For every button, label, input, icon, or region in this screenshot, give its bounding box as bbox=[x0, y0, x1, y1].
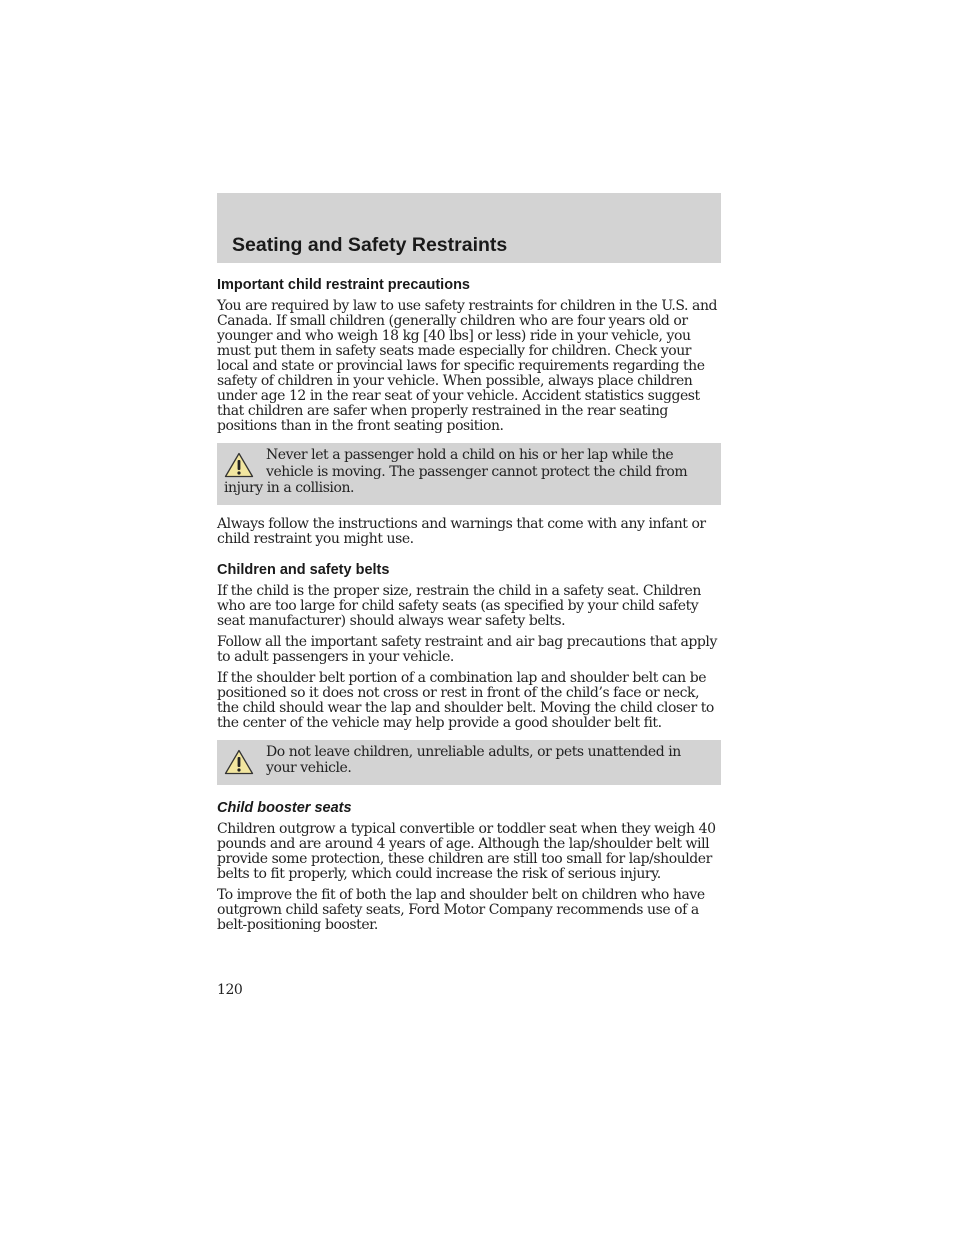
belts-paragraph-3: If the shoulder belt portion of a combination lap and shoulder belt can be positioned so it does not cross or rest in front of the child’s face or neck, the child should wear the lap and shoulder belt. Moving the child closer to the center of the vehicle may help provide a good shoulder belt fit. bbox=[217, 669, 714, 731]
precautions-paragraph-1: You are required by law to use safety restraints for children in the U.S. and Canada. If small children (generally children who are four years old or younger and who weigh 18 kg [40 lbs] or less) ride in your vehicle, you must put them in safety seats made especially for children. Check your local and state or provincial laws for specific requirements regarding the safety of children in your vehicle. When possible, always place children under age 12 in the rear seat of your vehicle. Accident statistics suggest that children are safer when properly restrained in the rear seating positions than in the front seating position. bbox=[217, 298, 718, 434]
page-content bbox=[217, 276, 721, 939]
booster-paragraph-1: Children outgrow a typical convertible or toddler seat when they weigh 40 pounds and are around 4 years of age. Although the lap/shoulder belt will provide some protection, these children are still too small for lap/shoulder belts to fit properly, which could increase the risk of serious injury. bbox=[217, 820, 716, 882]
belts-paragraph-2: Follow all the important safety restraint and air bag precautions that apply to adult passengers in your vehicle. bbox=[217, 633, 717, 665]
precautions-paragraph-2: Always follow the instructions and warnings that come with any infant or child restraint you might use. bbox=[217, 515, 706, 547]
heading-child-booster-seats: Child booster seats bbox=[217, 799, 352, 816]
belts-paragraph-1: If the child is the proper size, restrain the child in a safety seat. Children who are too large for child safety seats (as specified by your child safety seat manufacturer) should always wear safety belts. bbox=[217, 582, 701, 629]
warning-box-unattended bbox=[217, 740, 721, 785]
heading-child-restraint-precautions: Important child restraint precautions bbox=[217, 277, 470, 293]
section-header-band bbox=[217, 193, 721, 263]
warning-text-lap: Never let a passenger hold a child on his or her lap while the vehicle is moving. The passenger cannot protect the child from injury in a collision. bbox=[224, 447, 688, 496]
warning-text-unattended: Do not leave children, unreliable adults, or pets unattended in your vehicle. bbox=[266, 743, 681, 776]
warning-box-lap bbox=[217, 443, 721, 505]
warning-triangle-icon bbox=[224, 749, 254, 775]
warning-triangle-icon bbox=[224, 452, 254, 478]
page-number: 120 bbox=[217, 982, 243, 998]
booster-paragraph-2: To improve the fit of both the lap and shoulder belt on children who have outgrown child safety seats, Ford Motor Company recommends use of a belt-positioning booster. bbox=[217, 886, 705, 933]
section-title: Seating and Safety Restraints bbox=[232, 234, 508, 256]
heading-children-and-safety-belts: Children and safety belts bbox=[217, 561, 390, 578]
